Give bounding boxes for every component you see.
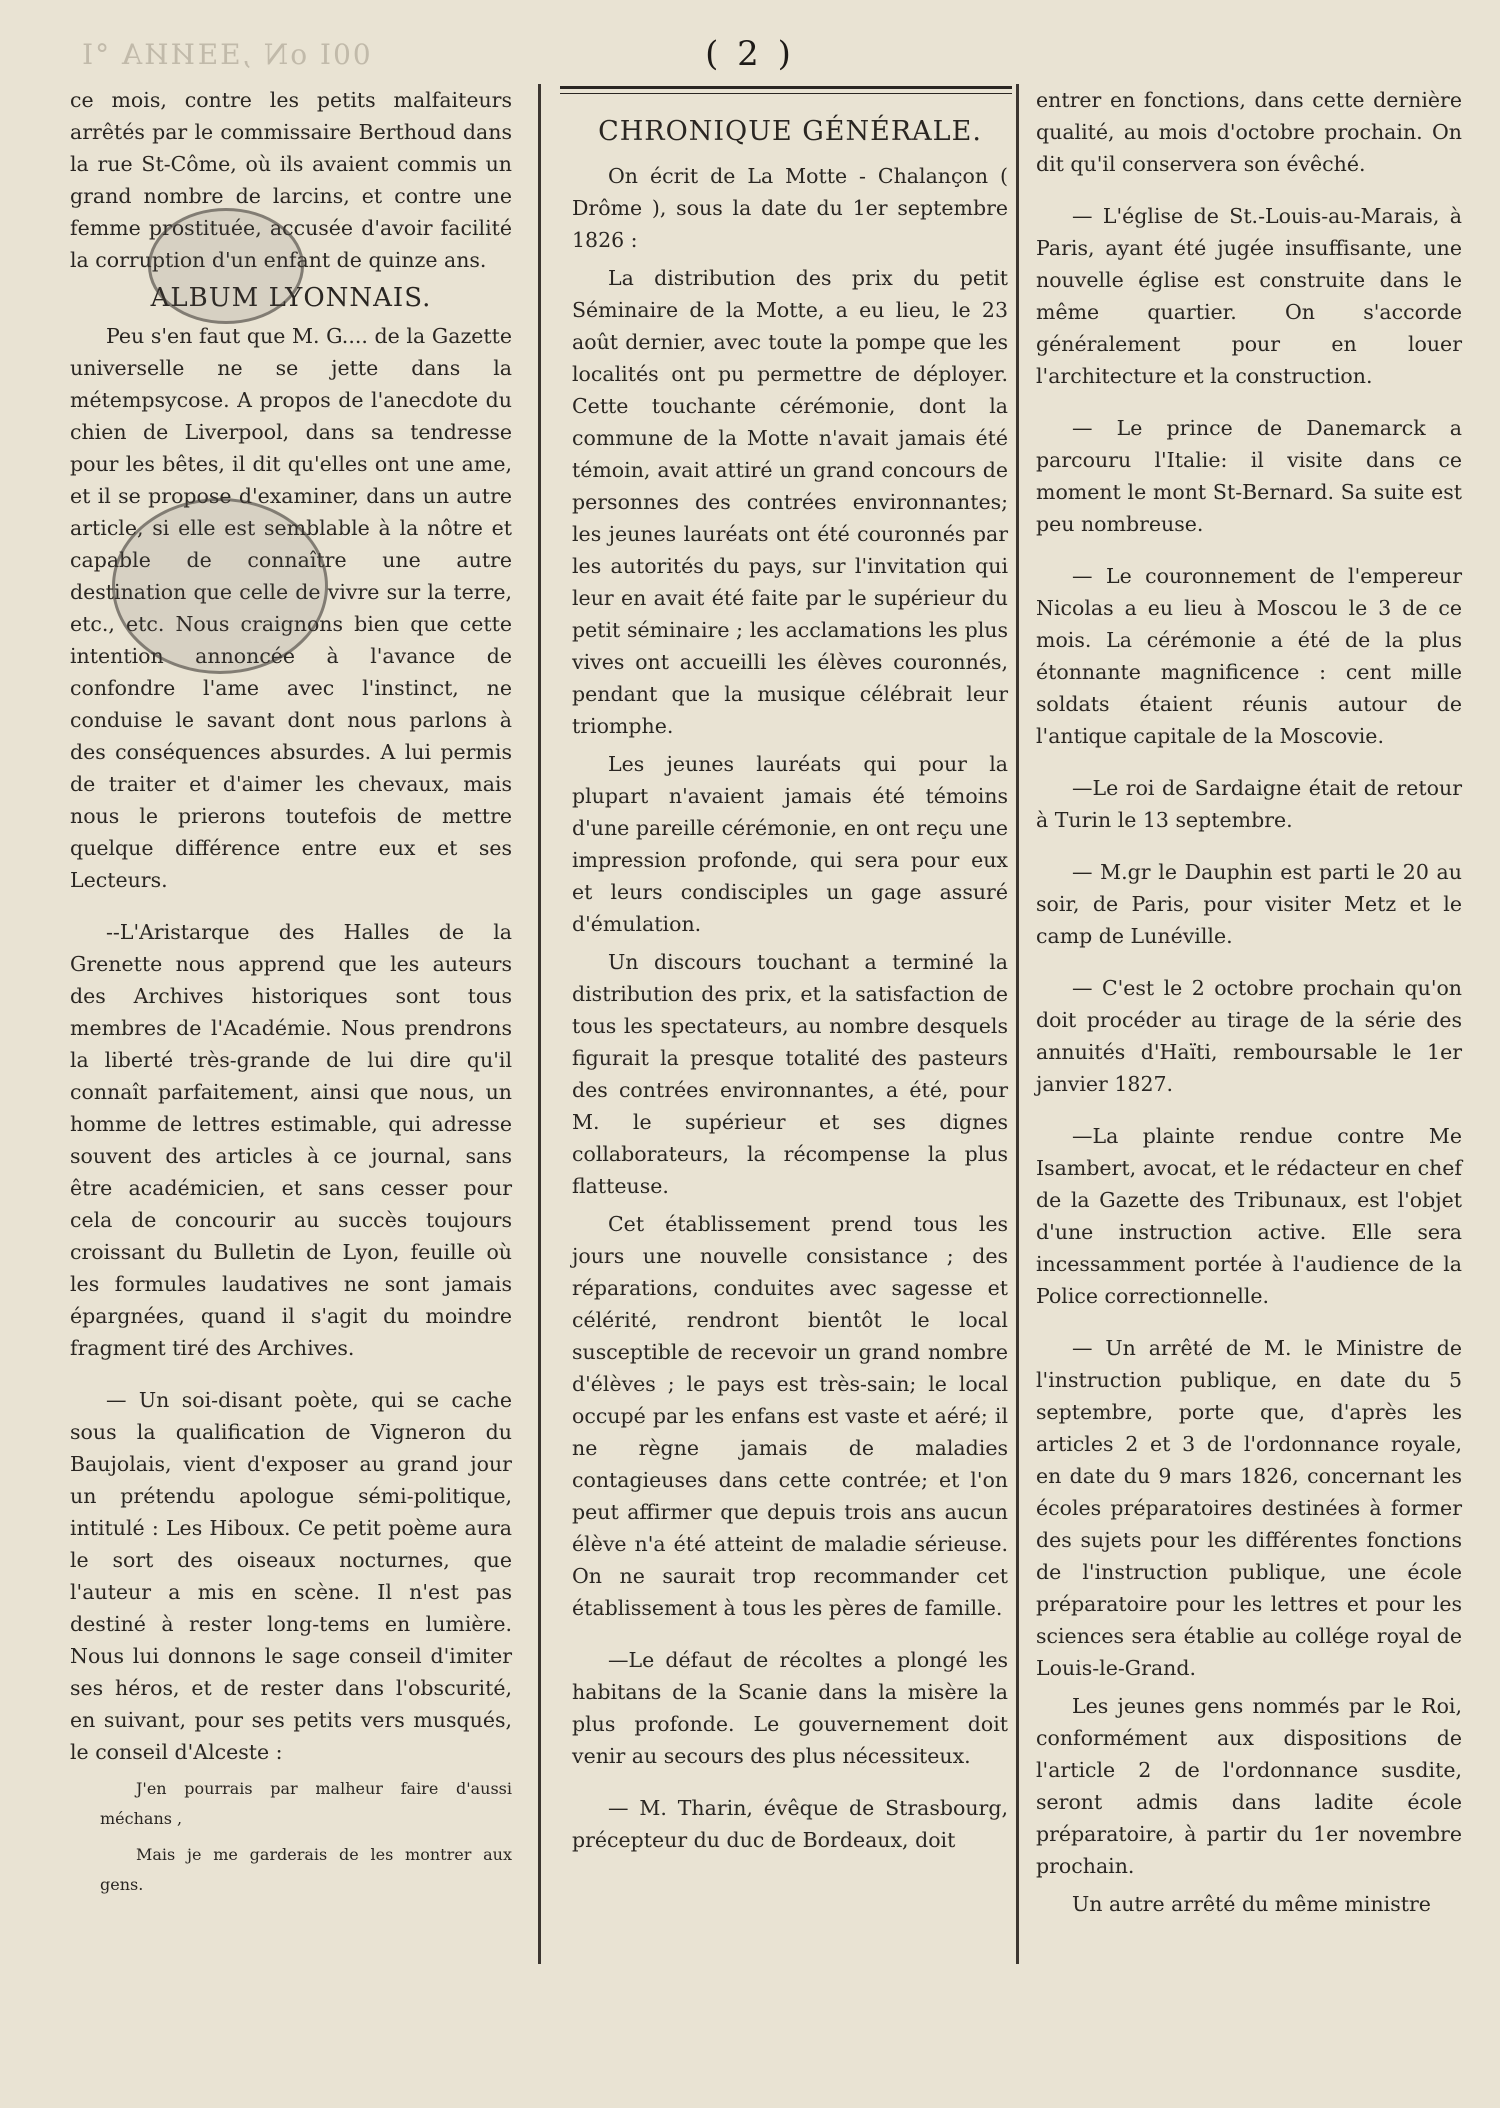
article-tharin: — M. Tharin, évêque de Strasbourg, précepteur du duc de Bordeaux, doit — [572, 1796, 1008, 1852]
article-gazette-universelle: Peu s'en faut que M. G.... de la Gazette universelle ne se jette dans la métempsycose. A propos de l'anecdote du chien de Liverpool, dans sa tendresse pour les bêtes, il dit qu'elles ont une ame, et il se propose d'examiner, dans un autre article, si elle est semblable à la nôtre et capable de connaître une autre destination que celle de vivre sur la terre, etc., etc. Nous craignons bien que cette intention annoncée à l'avance de confondre l'ame avec l'instinct, ne conduise le savant dont nous parlons à des conséquences absurdes. A lui permis de traiter et d'aimer les chevaux, mais nous le prierons toutefois de mettre quelque différence entre eux et ses Lecteurs. — [70, 324, 512, 892]
article-la-motte-discours: Un discours touchant a terminé la distribution des prix, et la satisfaction de tous les spectateurs, au nombre desquels figurait la presque totalité des pasteurs des contrées environnantes, a été, pour M. le supérieur et ses dignes collaborateurs, la récompense la plus flatteuse. — [572, 950, 1008, 1198]
article-eglise-st-louis: — L'église de St.-Louis-au-Marais, à Paris, ayant été jugée insuffisante, une nouvelle église est construite dans le même quartier. On s'accorde généralement pour en louer l'architecture et la construction. — [1036, 204, 1462, 388]
heading-rule-thin — [560, 93, 1012, 94]
column-1 — [70, 84, 512, 1906]
article-aristarque: --L'Aristarque des Halles de la Grenette nous apprend que les auteurs des Archives historiques sont tous membres de l'Académie. Nous prendrons la liberté très-grande de lui dire qu'il connaît parfaitement, ainsi que nous, un homme de lettres estimable, qui adresse souvent des articles à ce journal, sans être académicien, et sans cesser pour cela de concourir au succès toujours croissant du Bulletin de Lyon, feuille où les formules laudatives ne sont jamais épargnées, quand il s'agit du moindre fragment tiré des Archives. — [70, 920, 512, 1360]
column-3 — [1036, 84, 1462, 1926]
column-divider-right — [1016, 84, 1019, 1964]
heading-rule-top — [560, 86, 1012, 89]
column-divider-left — [538, 84, 541, 1964]
article-jeunes-gens: Les jeunes gens nommés par le Roi, conformément aux dispositions de l'article 2 de l'ordonnance susdite, seront admis dans ladite école préparatoire, à partir du 1er novembre prochain. — [1036, 1694, 1462, 1878]
article-la-motte-intro: On écrit de La Motte - Chalançon ( Drôme ), sous la date du 1er septembre 1826 : — [572, 164, 1008, 252]
article-prince-danemarck: — Le prince de Danemarck a parcouru l'Italie: il visite dans ce moment le mont St-Bernard. Sa suite est peu nombreuse. — [1036, 416, 1462, 536]
bleed-through-text: 00I oN ,ƎƎИИA °I — [80, 38, 371, 71]
article-scanie: —Le défaut de récoltes a plongé les habitans de la Scanie dans la misère la plus profonde. Le gouvernement doit venir au secours des plus nécessiteux. — [572, 1648, 1008, 1768]
article-la-motte-laureats: Les jeunes lauréats qui pour la plupart n'avaient jamais été témoins d'une pareille cérémonie, en ont reçu une impression profonde, qui sera pour eux et leurs condisciples un gage assuré d'émulation. — [572, 752, 1008, 936]
article-continuation: ce mois, contre les petits malfaiteurs arrêtés par le commissaire Berthoud dans la rue St-Côme, où ils avaient commis un grand nombre de larcins, et contre une femme prostituée, accusée d'avoir facilité la corruption d'un enfant de quinze ans. — [70, 88, 512, 272]
article-la-motte-distribution: La distribution des prix du petit Séminaire de la Motte, a eu lieu, le 23 août dernier, avec toute la pompe que les localités ont pu permettre de déployer. Cette touchante cérémonie, dont la commune de la Motte n'avait jamais été témoin, avait attiré un grand concours de personnes des contrées environnantes; les jeunes lauréats ont été couronnés par les autorités du pays, sur l'invitation qui leur en avait été faite par le supérieur du petit séminaire ; les acclamations les plus vives ont accueilli les élèves couronnés, pendant que la musique célébrait leur triomphe. — [572, 266, 1008, 738]
article-vigneron: — Un soi-disant poète, qui se cache sous la qualification de Vigneron du Baujolais, vient d'exposer au grand jour un prétendu apologue sémi-politique, intitulé : Les Hiboux. Ce petit poème aura le sort des oiseaux nocturnes, que l'auteur a mis en scène. Il n'est pas destiné à rester long-tems en lumière. Nous lui donnons le sage conseil d'imiter ses héros, et de rester dans l'obscurité, en suivant, pour ses petits vers musqués, le conseil d'Alceste : — [70, 1388, 512, 1764]
article-tharin-continuation: entrer en fonctions, dans cette dernière qualité, au mois d'octobre prochain. On dit qu'il conservera son évêché. — [1036, 88, 1462, 176]
library-stamp-small — [148, 208, 304, 324]
library-stamp-large — [112, 498, 328, 674]
article-roi-sardaigne: —Le roi de Sardaigne était de retour à Turin le 13 septembre. — [1036, 776, 1462, 832]
page-number: ( 2 ) — [705, 34, 795, 74]
verse-line-2: Mais je me garderais de les montrer aux gens. — [100, 1845, 512, 1894]
article-annuites-haiti: — C'est le 2 octobre prochain qu'on doit procéder au tirage de la série des annuités d'Haïti, remboursable le 1er janvier 1827. — [1036, 976, 1462, 1096]
column-2 — [572, 98, 1008, 1862]
section-heading-chronique-generale: CHRONIQUE GÉNÉRALE. — [598, 116, 982, 147]
article-dauphin: — M.gr le Dauphin est parti le 20 au soir, de Paris, pour visiter Metz et le camp de Lunéville. — [1036, 860, 1462, 948]
verse-line-1: J'en pourrais par malheur faire d'aussi méchans , — [100, 1779, 512, 1828]
article-plainte-isambert: —La plainte rendue contre Me Isambert, avocat, et le rédacteur en chef de la Gazette des Tribunaux, est l'objet d'une instruction active. Elle sera incessamment portée à l'audience de la Police correctionnelle. — [1036, 1124, 1462, 1308]
article-autre-arrete: Un autre arrêté du même ministre — [1072, 1892, 1431, 1916]
article-la-motte-etablissement: Cet établissement prend tous les jours une nouvelle consistance ; des réparations, conduites avec sagesse et célérité, rendront bientôt le local susceptible de recevoir un grand nombre d'élèves ; le pays est très-sain; le local occupé par les enfans est vaste et aéré; il ne règne jamais de maladies contagieuses dans cette contrée; et l'on peut affirmer que depuis trois ans aucun élève n'a été atteint de maladie sérieuse. On ne saurait trop recommander cet établissement à tous les pères de famille. — [572, 1212, 1008, 1620]
section-heading-album-lyonnais: ALBUM LYONNAIS. — [150, 283, 432, 313]
article-couronnement-nicolas: — Le couronnement de l'empereur Nicolas a eu lieu à Moscou le 3 de ce mois. La cérémonie a été de la plus étonnante magnificence : cent mille soldats étaient réunis autour de l'antique capitale de la Moscovie. — [1036, 564, 1462, 748]
article-arrete-ministre: — Un arrêté de M. le Ministre de l'instruction publique, en date du 5 septembre, porte que, d'après les articles 2 et 3 de l'ordonnance royale, en date du 9 mars 1826, concernant les écoles préparatoires destinées à former des sujets pour les différentes fonctions de l'instruction publique, une école préparatoire pour les lettres et pour les sciences sera établie au collége royal de Louis-le-Grand. — [1036, 1336, 1462, 1680]
